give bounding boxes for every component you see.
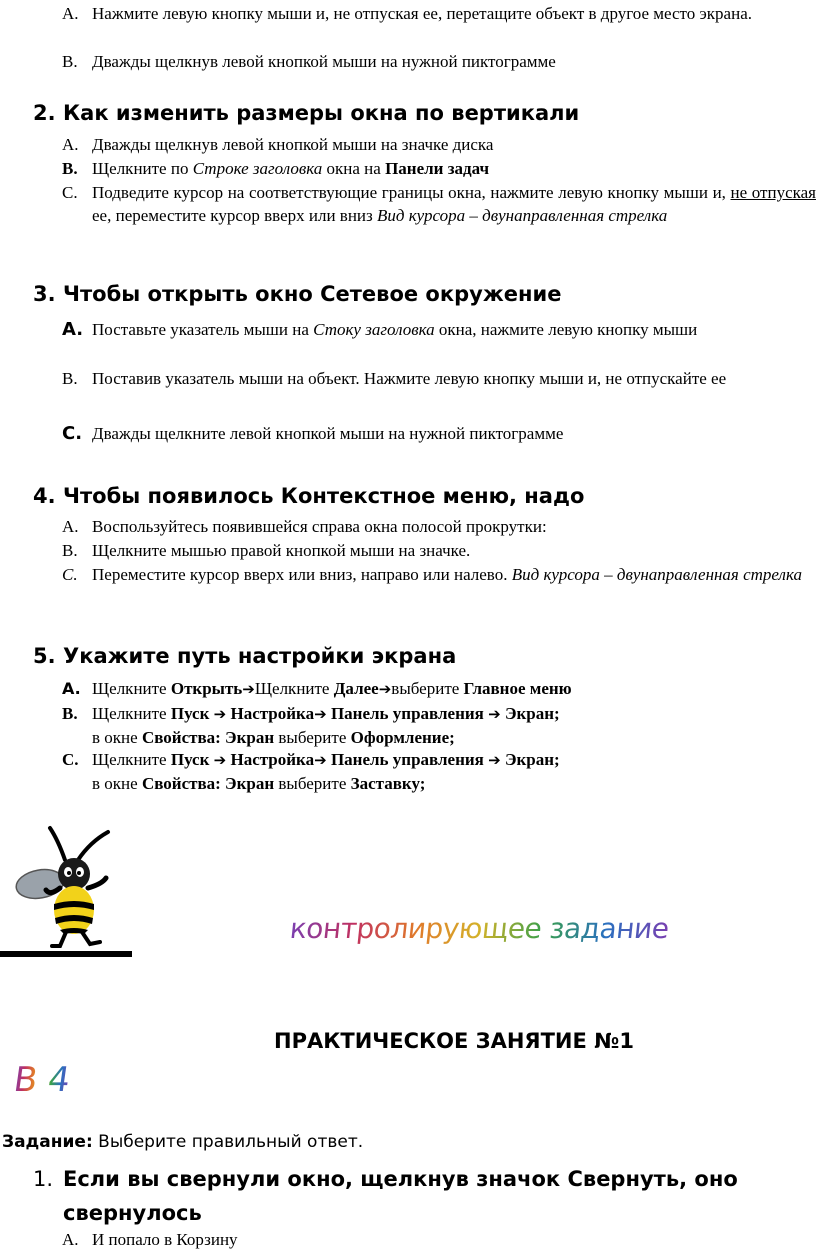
- question-2-title: [33, 101, 579, 125]
- q1-option-a: [62, 2, 816, 25]
- option-text: И попало в Корзину: [92, 1230, 238, 1249]
- option-letter: C.: [62, 750, 79, 769]
- option-text: Дважды щелкнув левой кнопкой мыши на нужной пиктограмме: [92, 52, 556, 71]
- bee-icon: [10, 822, 120, 952]
- question-1-title: [33, 1162, 738, 1230]
- option-letter: B.: [62, 52, 78, 71]
- q-next-option-a: [62, 1228, 816, 1251]
- question-3-title: [33, 282, 561, 306]
- q5-option-b: [62, 702, 816, 749]
- variant-label: В 4: [11, 1060, 73, 1100]
- q4-option-b: [62, 539, 816, 562]
- task-label: Задание:: [2, 1132, 93, 1152]
- question-number: 1.: [33, 1167, 54, 1191]
- option-letter: B.: [62, 369, 78, 388]
- option-letter: A.: [62, 319, 84, 340]
- option-text: Дважды щелкните левой кнопкой мыши на нужной пиктограмме: [92, 424, 564, 443]
- q2-option-c: [62, 181, 816, 227]
- q4-option-c: [62, 563, 816, 586]
- arrow-icon: ➔: [314, 751, 327, 769]
- arrow-icon: ➔: [242, 680, 255, 698]
- option-text: Щелкните Открыть➔Щелкните Далее➔выберите Главное меню: [92, 679, 572, 698]
- option-text: Поставьте указатель мыши на Стоку заголовка окна, нажмите левую кнопку мыши: [92, 320, 698, 339]
- option-letter: C.: [62, 565, 78, 584]
- question-text: Чтобы открыть окно Сетевое окружение: [63, 282, 562, 306]
- option-letter: C.: [62, 423, 83, 444]
- option-letter: A.: [62, 679, 81, 698]
- option-letter: A.: [62, 135, 79, 154]
- question-text: свернулось: [63, 1201, 202, 1225]
- option-text: Переместите курсор вверх или вниз, направо или налево. Вид курсора – двунаправленная стрелка: [92, 565, 802, 584]
- option-letter: A.: [62, 517, 79, 536]
- question-number: 4.: [33, 484, 56, 508]
- question-4-title: [33, 484, 584, 508]
- option-text: Поставив указатель мыши на объект. Нажмите левую кнопку мыши и, не отпускайте ее: [92, 369, 727, 388]
- q3-option-b: [62, 367, 816, 390]
- q2-option-a: [62, 133, 816, 156]
- option-text: Подведите курсор на соответствующие границы окна, нажмите левую кнопку мыши и, не отпуская ее, переместите курсор вверх или вниз Вид курсора – двунаправленная стрелка: [92, 183, 816, 225]
- divider: [0, 951, 132, 957]
- q2-option-b: [62, 157, 816, 180]
- q5-option-c: [62, 748, 816, 795]
- q1-option-b: [62, 50, 816, 73]
- option-letter: C.: [62, 183, 78, 202]
- q3-option-a: [62, 318, 816, 341]
- option-text: Щелкните мышью правой кнопкой мыши на значке.: [92, 541, 471, 560]
- question-text: Чтобы появилось Контекстное меню, надо: [63, 484, 585, 508]
- arrow-icon: ➔: [213, 751, 227, 769]
- question-number: 5.: [33, 644, 56, 668]
- option-letter: A.: [62, 4, 79, 23]
- arrow-icon: ➔: [213, 705, 227, 723]
- q4-option-a: [62, 515, 816, 538]
- option-letter: B.: [62, 541, 78, 560]
- task-text: Выберите правильный ответ.: [92, 1132, 364, 1152]
- arrow-icon: ➔: [488, 705, 501, 723]
- option-text: Дважды щелкнув левой кнопкой мыши на значке диска: [92, 135, 494, 154]
- arrow-icon: ➔: [378, 680, 392, 698]
- question-5-title: [33, 644, 456, 668]
- question-number: 3.: [33, 282, 56, 306]
- question-text: Укажите путь настройки экрана: [63, 644, 457, 668]
- option-letter: B.: [62, 159, 78, 178]
- option-text: Щелкните Пуск ➔ Настройка➔ Панель управления ➔ Экран; в окне Свойства: Экран выберите Заставку;: [92, 750, 560, 793]
- option-text: Воспользуйтесь появившейся справа окна полосой прокрутки:: [92, 517, 547, 536]
- wordart-control-task: контролирующее задание: [288, 912, 671, 945]
- practice-title: ПРАКТИЧЕСКОЕ ЗАНЯТИЕ №1: [274, 1029, 635, 1053]
- option-text: Щелкните Пуск ➔ Настройка➔ Панель управления ➔ Экран; в окне Свойства: Экран выберите Оформление;: [92, 704, 560, 747]
- task-line: [2, 1132, 363, 1152]
- option-letter: A.: [62, 1230, 79, 1249]
- question-number: 2.: [33, 101, 56, 125]
- q3-option-c: [62, 422, 816, 445]
- option-text: Щелкните по Строке заголовка окна на Панели задач: [92, 159, 490, 178]
- q5-option-a: [62, 677, 816, 701]
- question-text: Если вы свернули окно, щелкнув значок Свернуть, оно: [63, 1167, 738, 1191]
- arrow-icon: ➔: [488, 751, 501, 769]
- arrow-icon: ➔: [314, 705, 327, 723]
- option-text: Нажмите левую кнопку мыши и, не отпуская ее, перетащите объект в другое место экрана.: [92, 4, 752, 23]
- option-letter: B.: [62, 704, 78, 723]
- question-text: Как изменить размеры окна по вертикали: [63, 101, 580, 125]
